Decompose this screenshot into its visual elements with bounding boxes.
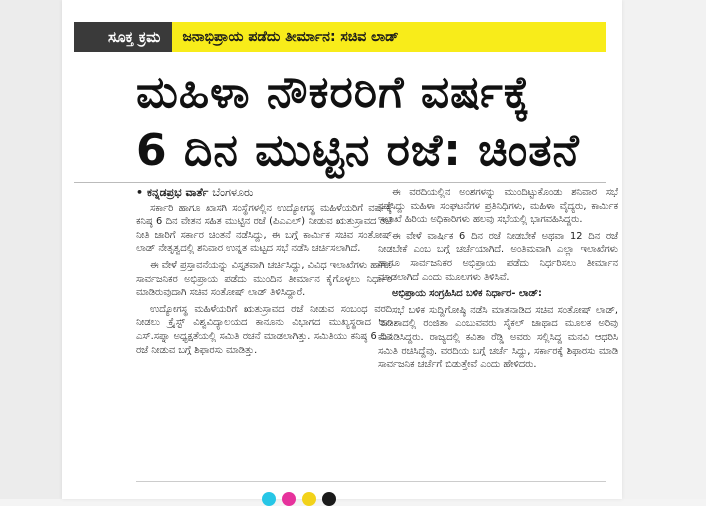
background-page-left (0, 0, 62, 499)
paragraph: ಈ ವರದಿಯಲ್ಲಿನ ಅಂಶಗಳನ್ನು ಮುಂದಿಟ್ಟುಕೊಂಡು ಶನಿವಾರ ಸಭೆ ನಡೆಸಿದ್ದು ಮಹಿಳಾ ಸಂಘಟನೆಗಳ ಪ್ರತಿನಿಧಿಗಳು, ಮಹಿಳಾ ವೈದ್ಯರು, ಕಾರ್ಮಿಕ ಇಲಾಖೆ ಹಿರಿಯ ಅಧಿಕಾರಿಗಳು ಹಲವು ಸಭೆಯಲ್ಲಿ ಭಾಗವಹಿಸಿದ್ದರು. (378, 187, 618, 226)
paragraph: ಈ ವೇಳೆ ವಾರ್ಷಿಕ 6 ದಿನ ರಜೆ ನೀಡಬೇಕೆ ಅಥವಾ 12 ದಿನ ರಜೆ ನೀಡಬೇಕೆ ಎಂಬ ಬಗ್ಗೆ ಚರ್ಚೆಯಾಗಿದೆ. ಅಂತಿಮವಾಗಿ ಎಲ್ಲಾ ಇಲಾಖೆಗಳು ಹಾಗೂ ಸಾರ್ವಜನಿಕರ ಅಭಿಪ್ರಾಯ ಪಡೆದು ನಿರ್ಧರಿಸಲು ತೀರ್ಮಾನ ಮಾಡಲಾಗಿದೆ ಎಂದು ಮೂಲಗಳು ತಿಳಿಸಿವೆ. (378, 230, 618, 283)
kicker-bar (74, 22, 606, 52)
background-page-right (622, 0, 706, 499)
registration-dot (302, 492, 316, 506)
paragraph: ಸಭೆ ಬಳಿಕ ಸುದ್ದಿಗೋಷ್ಠಿ ನಡೆಸಿ ಮಾತನಾಡಿದ ಸಚಿವ ಸಂತೋಷ್ ಲಾಡ್, 'ಒಡಿಶಾದಲ್ಲಿ ರಂಜಿತಾ ಎಂಬುವವರು ಸೈಕಲ್ ಜಾಥಾದ ಮೂಲಕ ಅರಿವು ಮೂಡಿಸಿದ್ದರು. ರಾಜ್ಯದಲ್ಲಿ ಕವಿತಾ ರೆಡ್ಡಿ ಅವರು ಸಲ್ಲಿಸಿದ್ದ ಮನವಿ ಆಧರಿಸಿ ಸಮಿತಿ ರಚಿಸಿದ್ದೆವು. ವರದಿಯ ಬಗ್ಗೆ ಚರ್ಚೆ ಸಿದ್ದು, ಸರ್ಕಾರಕ್ಕೆ ಶಿಫಾರಸು ಮಾಡಿ ಸಾರ್ವಜನಿಕ ಚರ್ಚೆಗೆ ಬಿಡುತ್ತೇವೆ ಎಂದು ಹೇಳಿದರು. (378, 304, 618, 371)
paragraph: ಸರ್ಕಾರಿ ಹಾಗೂ ಖಾಸಗಿ ಸಂಸ್ಥೆಗಳಲ್ಲಿನ ಉದ್ಯೋಗಸ್ಥ ಮಹಿಳೆಯರಿಗೆ ವರ್ಷಕ್ಕೆ ಕನಿಷ್ಠ 6 ದಿನ ವೇತನ ಸಹಿತ ಮುಟ್ಟಿನ ರಜೆ (ಪಿಎಎಲ್) ನೀಡುವ ಋತುಸ್ರಾವದ ರಜೆ ನೀತಿ ಜಾರಿಗೆ ಸರ್ಕಾರ ಚಿಂತನೆ ನಡೆಸಿದ್ದು, ಈ ಬಗ್ಗೆ ಕಾರ್ಮಿಕ ಸಚಿವ ಸಂತೋಷ್ ಲಾಡ್ ನೇತೃತ್ವದಲ್ಲಿ ಶನಿವಾರ ಉನ್ನತ ಮಟ್ಟದ ಸಭೆ ನಡೆಸಿ ಚರ್ಚಿಸಲಾಗಿದೆ. (136, 202, 392, 255)
headline-line-2: 6 ದಿನ ಮುಟ್ಟಿನ ರಜೆ: ಚಿಂತನೆ (136, 125, 580, 176)
kicker-label: ಸೂಕ್ತ ಕ್ರಮ (74, 22, 172, 52)
paragraph: ಈ ವೇಳೆ ಪ್ರಸ್ತಾವನೆಯನ್ನು ವಿಸ್ತೃತವಾಗಿ ಚರ್ಚಿಸಿದ್ದು, ವಿವಿಧ ಇಲಾಖೆಗಳು ಹಾಗೂ ಸಾರ್ವಜನಿಕರ ಅಭಿಪ್ರಾಯ ಪಡೆದು ಮುಂದಿನ ತೀರ್ಮಾನ ಕೈಗೊಳ್ಳಲು ನಿರ್ಧಾರ ಮಾಡಿರುವುದಾಗಿ ಸಚಿವ ಸಂತೋಷ್ ಲಾಡ್ ತಿಳಿಸಿದ್ದಾರೆ. (136, 259, 392, 299)
headline-line-1: ಮಹಿಳಾ ನೌಕರರಿಗೆ ವರ್ಷಕ್ಕೆ (136, 67, 531, 118)
registration-dot (322, 492, 336, 506)
byline-source: ಕನ್ನಡಪ್ರಭ ವಾರ್ತೆ (147, 186, 209, 199)
divider (74, 182, 606, 183)
paragraph: ಉದ್ಯೋಗಸ್ಥ ಮಹಿಳೆಯರಿಗೆ ಋತುಸ್ರಾವದ ರಜೆ ನೀಡುವ ಸಂಬಂಧ ವರದಿ ನೀಡಲು ಕ್ರೈಸ್ಟ್ ವಿಶ್ವವಿದ್ಯಾಲಯದ ಕಾನೂನು ವಿಭಾಗದ ಮುಖ್ಯಸ್ಥರಾದ ಡಾ. ಎಸ್.ಸಪ್ನಾ ಅಧ್ಯಕ್ಷತೆಯಲ್ಲಿ ಸಮಿತಿ ರಚನೆ ಮಾಡಲಾಗಿತ್ತು. ಸಮಿತಿಯು ಕನಿಷ್ಠ 6 ದಿನ ರಜೆ ನೀಡುವ ಬಗ್ಗೆ ಶಿಫಾರಸು ಮಾಡಿತ್ತು. (136, 303, 392, 356)
subhead-paragraph (378, 287, 618, 301)
headline (136, 64, 606, 180)
divider (136, 481, 606, 482)
registration-dot (262, 492, 276, 506)
article-column-left (136, 186, 392, 360)
byline (136, 186, 392, 200)
bullet-icon: • (136, 186, 144, 199)
kicker-text: ಜನಾಭಿಪ್ರಾಯ ಪಡೆದು ತೀರ್ಮಾನ: ಸಚಿವ ಲಾಡ್ (172, 22, 606, 52)
byline-city: ಬೆಂಗಳೂರು (212, 186, 254, 199)
registration-dot (282, 492, 296, 506)
color-registration-dots (262, 492, 336, 506)
article-column-right (378, 186, 618, 375)
subhead: ಅಭಿಪ್ರಾಯ ಸಂಗ್ರಹಿಸಿದ ಬಳಿಕ ನಿರ್ಧಾರ- ಲಾಡ್: (392, 288, 542, 300)
